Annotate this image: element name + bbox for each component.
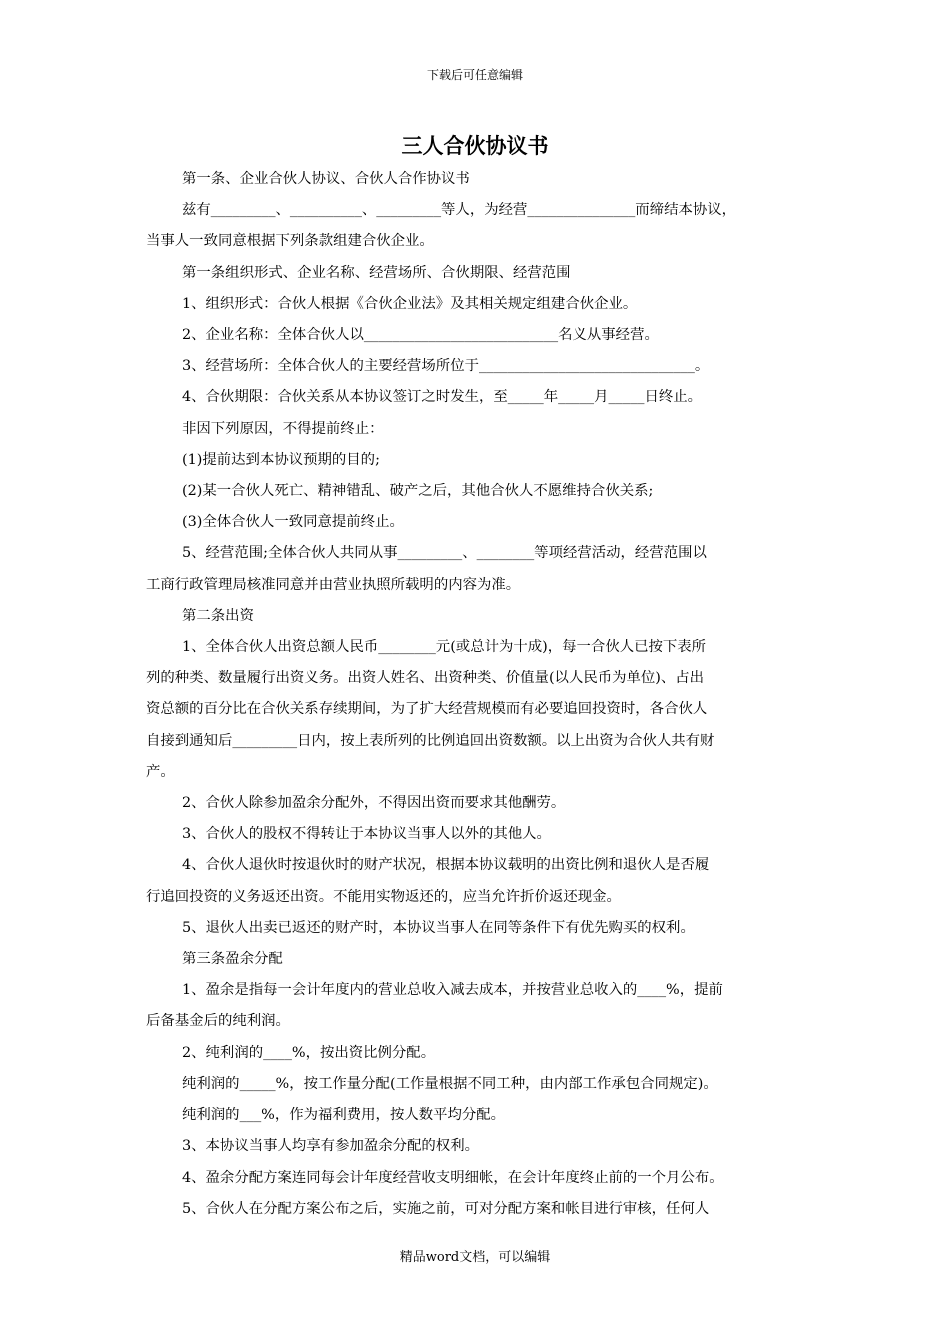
section-heading: 第二条出资	[182, 607, 254, 624]
paragraph: (1)提前达到本协议预期的目的;	[182, 451, 380, 468]
document-title: 三人合伙协议书	[401, 133, 549, 158]
paragraph: 工商行政管理局核准同意并由营业执照所载明的内容为准。	[146, 576, 521, 593]
page-header: 下载后可任意编辑	[426, 68, 523, 82]
paragraph: 兹有_________、__________、_________等人，为经营_______________而缔结本协议，	[182, 202, 737, 219]
paragraph: 当事人一致同意根据下列条款组建合伙企业。	[146, 233, 434, 250]
paragraph: 5、退伙人出卖已返还的财产时，本协议当事人在同等条件下有优先购买的权利。	[182, 919, 695, 936]
paragraph: 2、企业名称：全体合伙人以___________________________名义从事经营。	[182, 327, 659, 344]
section-heading: 第三条盈余分配	[182, 951, 283, 968]
paragraph: 3、本协议当事人均享有参加盈余分配的权利。	[182, 1138, 479, 1155]
paragraph: 纯利润的___%，作为福利费用，按人数平均分配。	[182, 1107, 506, 1124]
paragraph: 5、经营范围;全体合伙人共同从事_________、________等项经营活动，经营范围以	[182, 545, 707, 562]
paragraph: 资总额的百分比在合伙关系存续期间，为了扩大经营规模而有必要追回投资时，各合伙人	[146, 701, 708, 718]
paragraph: 行追回投资的义务返还出资。不能用实物返还的，应当允许折价返还现金。	[146, 888, 621, 905]
paragraph: 4、合伙人退伙时按退伙时的财产状况，根据本协议载明的出资比例和退伙人是否履	[182, 857, 710, 874]
paragraph: 第一条、企业合伙人协议、合伙人合作协议书	[182, 171, 470, 187]
paragraph: (3)全体合伙人一致同意提前终止。	[182, 514, 404, 531]
paragraph: 列的种类、数量履行出资义务。出资人姓名、出资种类、价值量(以人民币为单位)、占出	[146, 670, 705, 687]
paragraph: 产。	[146, 763, 175, 780]
page-footer: 精品word文档，可以编辑	[399, 1250, 551, 1265]
paragraph: 1、盈余是指每一会计年度内的营业总收入减去成本，并按营业总收入的____%，提前	[182, 982, 723, 999]
paragraph: 2、合伙人除参加盈余分配外，不得因出资而要求其他酬劳。	[182, 795, 566, 812]
paragraph: 3、经营场所：全体合伙人的主要经营场所位于______________________________。	[182, 358, 710, 375]
document-body	[146, 164, 808, 1225]
paragraph: (2)某一合伙人死亡、精神错乱、破产之后，其他合伙人不愿维持合伙关系;	[182, 483, 654, 500]
paragraph: 纯利润的_____%，按工作量分配(工作量根据不同工种，由内部工作承包合同规定)。	[182, 1075, 718, 1092]
paragraph: 非因下列原因，不得提前终止：	[182, 420, 384, 437]
paragraph: 4、盈余分配方案连同每会计年度经营收支明细帐，在会计年度终止前的一个月公布。	[182, 1169, 724, 1186]
paragraph: 4、合伙期限：合伙关系从本协议签订之时发生，至_____年_____月_____日终止。	[182, 389, 703, 406]
paragraph: 后备基金后的纯利润。	[146, 1013, 290, 1030]
paragraph: 5、合伙人在分配方案公布之后，实施之前，可对分配方案和帐目进行审核，任何人	[182, 1200, 710, 1217]
paragraph: 2、纯利润的____%，按出资比例分配。	[182, 1044, 436, 1061]
paragraph: 自接到通知后_________日内，按上表所列的比例追回出资数额。以上出资为合伙人共有财	[146, 732, 715, 749]
paragraph: 3、合伙人的股权不得转让于本协议当事人以外的其他人。	[182, 826, 551, 843]
paragraph: 第一条组织形式、企业名称、经营场所、合伙期限、经营范围	[182, 264, 571, 281]
paragraph: 1、组织形式：合伙人根据《合伙企业法》及其相关规定组建合伙企业。	[182, 295, 638, 312]
paragraph: 1、全体合伙人出资总额人民币________元(或总计为十成)，每一合伙人已按下表所	[182, 639, 707, 656]
